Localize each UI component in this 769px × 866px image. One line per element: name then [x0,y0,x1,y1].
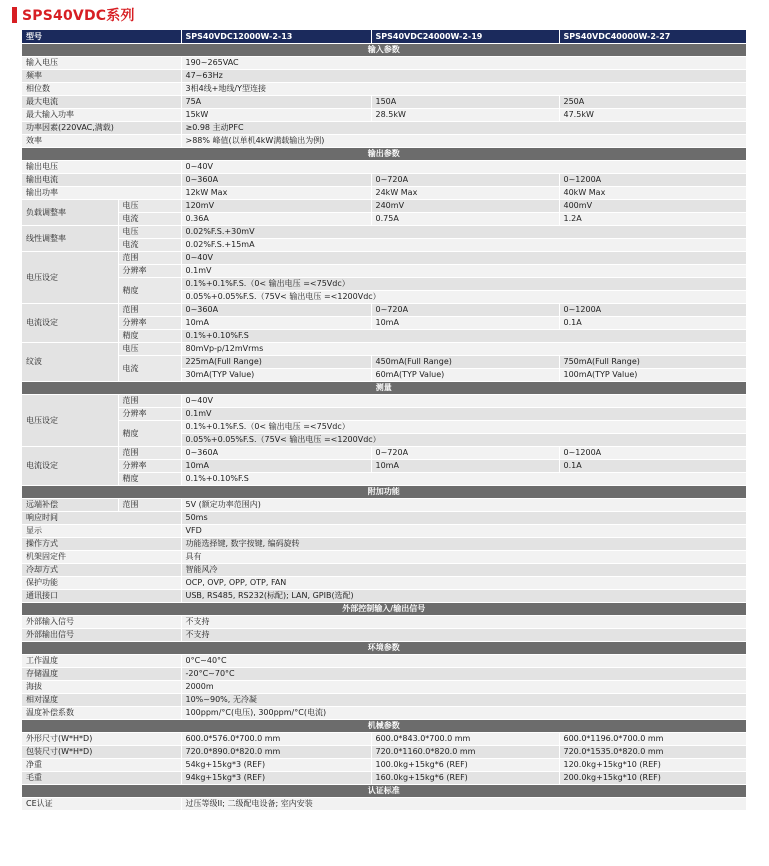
row-value: 30mA(TYP Value) [181,369,371,382]
table-row [22,356,746,369]
row-value: 0~360A [181,174,371,187]
table-row [22,564,746,577]
table-row [22,213,746,226]
table-row [22,512,746,525]
table-row [22,343,746,356]
table-row [22,161,746,174]
row-sublabel: 电压 [118,226,181,239]
row-value: 0~40V [181,252,746,265]
section-input [22,44,746,57]
row-value: USB, RS485, RS232(标配); LAN, GPIB(选配) [181,590,746,603]
table-row [22,759,746,772]
table-row [22,772,746,785]
row-value: OCP, OVP, OPP, OTP, FAN [181,577,746,590]
page-title [12,4,135,26]
model-name-3: SPS40VDC40000W-2-27 [559,30,746,44]
row-value: 60mA(TYP Value) [371,369,559,382]
section-external [22,603,746,616]
table-row [22,551,746,564]
row-label: 外形尺寸(W*H*D) [22,733,181,746]
row-value: 200.0kg+15kg*10 (REF) [559,772,746,785]
row-value: 0.1%+0.10%F.S [181,473,746,486]
row-value: 不支持 [181,616,746,629]
row-label: 效率 [22,135,181,148]
row-sublabel: 精度 [118,473,181,486]
row-value: 720.0*1535.0*820.0 mm [559,746,746,759]
table-row [22,616,746,629]
row-value: 0~40V [181,395,746,408]
row-sublabel: 范围 [118,252,181,265]
row-value: 0~1200A [559,304,746,317]
table-row [22,174,746,187]
row-value: 47.5kW [559,109,746,122]
row-label: 显示 [22,525,181,538]
table-row [22,590,746,603]
section-title: 外部控制输入/输出信号 [22,603,746,616]
row-value: 智能风冷 [181,564,746,577]
row-value: 24kW Max [371,187,559,200]
row-value: 0.05%+0.05%F.S.（75V< 输出电压 =<1200Vdc） [181,291,746,304]
row-value: 0~360A [181,447,371,460]
section-title: 机械参数 [22,720,746,733]
row-label: 冷却方式 [22,564,181,577]
row-label: 净重 [22,759,181,772]
row-value: 0~720A [371,447,559,460]
table-row [22,317,746,330]
row-value: 12kW Max [181,187,371,200]
row-value: 0.1%+0.10%F.S [181,330,746,343]
table-row [22,473,746,486]
row-label: 最大电流 [22,96,181,109]
row-label: 包装尺寸(W*H*D) [22,746,181,759]
row-value: 0.02%F.S.+30mV [181,226,746,239]
row-label: 海拔 [22,681,181,694]
table-row [22,694,746,707]
row-label: 外部输入信号 [22,616,181,629]
table-header-row [22,30,746,44]
row-label: 相对湿度 [22,694,181,707]
row-value: 600.0*843.0*700.0 mm [371,733,559,746]
table-row [22,707,746,720]
row-sublabel: 分辨率 [118,317,181,330]
table-row [22,200,746,213]
row-label: 远端补偿 [22,499,118,512]
row-value: 160.0kg+15kg*6 (REF) [371,772,559,785]
row-label: 机架固定件 [22,551,181,564]
row-value: 0.1%+0.1%F.S.（0< 输出电压 =<75Vdc） [181,278,746,291]
row-value: 720.0*1160.0*820.0 mm [371,746,559,759]
row-label: 相位数 [22,83,181,96]
table-row [22,83,746,96]
row-sublabel: 分辨率 [118,265,181,278]
row-value: 120.0kg+15kg*10 (REF) [559,759,746,772]
row-sublabel: 电流 [118,213,181,226]
row-label: 毛重 [22,772,181,785]
row-sublabel: 分辨率 [118,408,181,421]
row-value: 0.36A [181,213,371,226]
section-measure [22,382,746,395]
row-value: 40kW Max [559,187,746,200]
row-sublabel: 范围 [118,304,181,317]
row-value: 0°C~40°C [181,655,746,668]
row-label: 电压设定 [22,252,118,304]
table-row [22,447,746,460]
row-label: 外部输出信号 [22,629,181,642]
row-value: 0.05%+0.05%F.S.（75V< 输出电压 =<1200Vdc） [181,434,746,447]
row-label: 输出电流 [22,174,181,187]
row-label: 电压设定 [22,395,118,447]
row-value: 47~63Hz [181,70,746,83]
table-row [22,655,746,668]
table-row [22,408,746,421]
row-label: 工作温度 [22,655,181,668]
row-sublabel: 电流 [118,239,181,252]
table-row [22,96,746,109]
row-value: 10mA [371,460,559,473]
table-row [22,226,746,239]
table-row [22,57,746,70]
model-name-2: SPS40VDC24000W-2-19 [371,30,559,44]
row-sublabel: 电压 [118,343,181,356]
row-value: ≥0.98 主动PFC [181,122,746,135]
row-sublabel: 范围 [118,447,181,460]
page-title-text: SPS40VDC系列 [22,8,135,24]
table-row [22,70,746,83]
table-row [22,122,746,135]
table-row [22,395,746,408]
section-title: 输出参数 [22,148,746,161]
table-row [22,265,746,278]
table-row [22,330,746,343]
row-value: 0~720A [371,174,559,187]
row-value: 120mV [181,200,371,213]
row-value: 400mV [559,200,746,213]
row-value: 3相4线+地线/Y型连接 [181,83,746,96]
row-label: 保护功能 [22,577,181,590]
row-sublabel: 精度 [118,278,181,304]
section-title: 环境参数 [22,642,746,655]
row-value: 150A [371,96,559,109]
row-sublabel: 分辨率 [118,460,181,473]
row-value: 28.5kW [371,109,559,122]
row-value: 80mVp-p/12mVrms [181,343,746,356]
table-row [22,746,746,759]
section-title: 输入参数 [22,44,746,57]
row-value: 具有 [181,551,746,564]
row-label: 电流设定 [22,304,118,343]
table-row [22,109,746,122]
row-sublabel: 精度 [118,421,181,447]
row-value: 600.0*1196.0*700.0 mm [559,733,746,746]
section-title: 附加功能 [22,486,746,499]
row-value: 54kg+15kg*3 (REF) [181,759,371,772]
table-row [22,525,746,538]
row-value: 0.02%F.S.+15mA [181,239,746,252]
row-label: 负载调整率 [22,200,118,226]
row-value: 190~265VAC [181,57,746,70]
section-cert [22,785,746,798]
row-sublabel: 范围 [118,395,181,408]
row-value: 450mA(Full Range) [371,356,559,369]
row-value: 100.0kg+15kg*6 (REF) [371,759,559,772]
table-row [22,304,746,317]
section-title: 认证标准 [22,785,746,798]
table-row [22,629,746,642]
row-value: 10%~90%, 无冷凝 [181,694,746,707]
table-row [22,681,746,694]
table-row [22,577,746,590]
row-value: 240mV [371,200,559,213]
row-sublabel: 精度 [118,330,181,343]
row-sublabel: 电流 [118,356,181,382]
row-label: 输入电压 [22,57,181,70]
row-value: 0~1200A [559,174,746,187]
row-label: 输出功率 [22,187,181,200]
row-value: 750mA(Full Range) [559,356,746,369]
table-row [22,538,746,551]
row-value: 100mA(TYP Value) [559,369,746,382]
row-value: 0~40V [181,161,746,174]
section-mech [22,720,746,733]
table-row [22,733,746,746]
row-value: 10mA [181,317,371,330]
row-value: 5V (额定功率范围内) [181,499,746,512]
row-value: 100ppm/°C(电压), 300ppm/°C(电流) [181,707,746,720]
row-value: 1.2A [559,213,746,226]
row-value: 0~1200A [559,447,746,460]
row-value: 250A [559,96,746,109]
row-value: 0.1mV [181,408,746,421]
title-accent-bar [12,7,17,23]
row-value: 0.1A [559,317,746,330]
row-value: 94kg+15kg*3 (REF) [181,772,371,785]
row-value: 功能选择键, 数字按键, 编码旋转 [181,538,746,551]
section-output [22,148,746,161]
row-value: >88% 峰值(以单机4kW满载输出为例) [181,135,746,148]
row-label: 最大输入功率 [22,109,181,122]
row-value: 600.0*576.0*700.0 mm [181,733,371,746]
row-value: 过压等级II; 二级配电设备; 室内安装 [181,798,746,811]
row-value: VFD [181,525,746,538]
row-sublabel: 范围 [118,499,181,512]
row-label: 线性调整率 [22,226,118,252]
section-title: 测量 [22,382,746,395]
row-value: 720.0*890.0*820.0 mm [181,746,371,759]
row-label: 响应时间 [22,512,181,525]
row-value: 75A [181,96,371,109]
row-value: 2000m [181,681,746,694]
row-label: 输出电压 [22,161,181,174]
table-row [22,499,746,512]
row-value: 0.1A [559,460,746,473]
row-value: 0.1mV [181,265,746,278]
row-label: 电流设定 [22,447,118,486]
row-label: 通讯接口 [22,590,181,603]
row-label: 频率 [22,70,181,83]
row-value: 10mA [371,317,559,330]
table-row [22,278,746,291]
row-value: 0.1%+0.1%F.S.（0< 输出电压 =<75Vdc） [181,421,746,434]
row-label: 存储温度 [22,668,181,681]
row-label: 纹波 [22,343,118,382]
table-row [22,798,746,811]
row-value: 225mA(Full Range) [181,356,371,369]
row-value: 0.75A [371,213,559,226]
row-value: -20°C~70°C [181,668,746,681]
row-sublabel: 电压 [118,200,181,213]
row-value: 10mA [181,460,371,473]
section-extra [22,486,746,499]
table-row [22,239,746,252]
table-row [22,187,746,200]
row-label: 温度补偿系数 [22,707,181,720]
row-value: 0~360A [181,304,371,317]
row-value: 15kW [181,109,371,122]
row-value: 50ms [181,512,746,525]
row-label: 功率因素(220VAC,满载) [22,122,181,135]
row-value: 不支持 [181,629,746,642]
spec-table [22,30,747,811]
table-row [22,421,746,434]
row-value: 0~720A [371,304,559,317]
row-label: CE认证 [22,798,181,811]
table-row [22,460,746,473]
section-env [22,642,746,655]
model-name-1: SPS40VDC12000W-2-13 [181,30,371,44]
table-row [22,252,746,265]
table-row [22,668,746,681]
header-label: 型号 [22,30,181,44]
row-label: 操作方式 [22,538,181,551]
table-row [22,135,746,148]
